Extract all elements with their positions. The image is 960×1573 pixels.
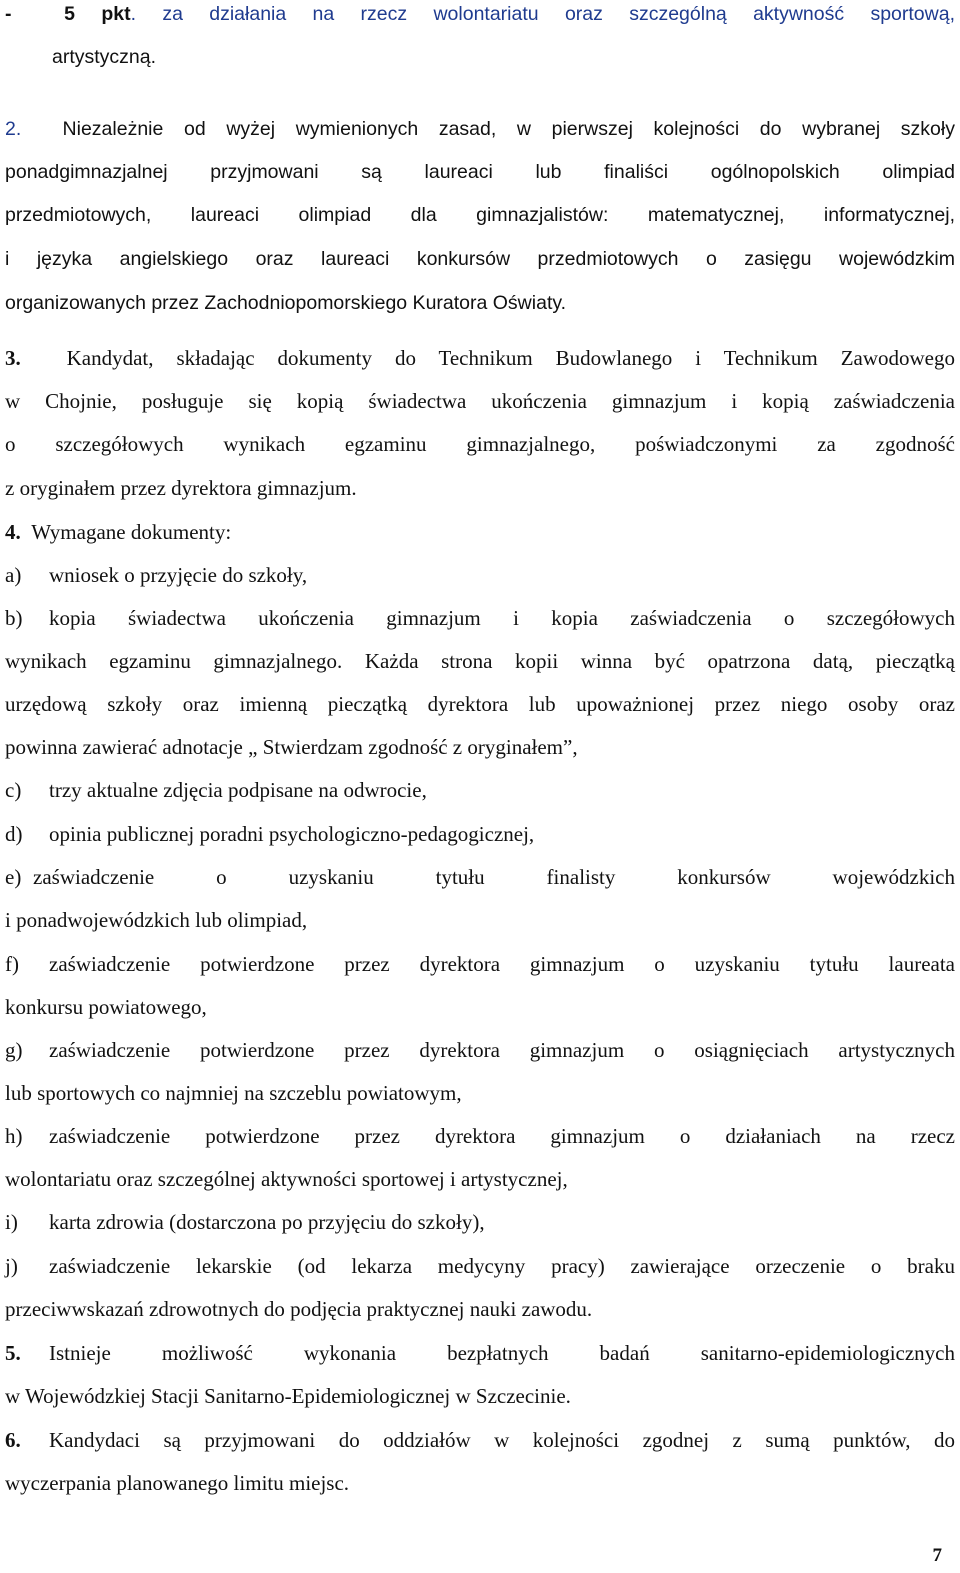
list-item-e-line-2: i ponadwojewódzkich lub olimpiad, [5, 908, 308, 932]
list-item-a-label: a) [5, 563, 22, 587]
list-item-g-line-1: g) zaświadczenie potwierdzone przez dyrektora gimnazjum o osiągnięciach artystycznych [5, 1038, 955, 1062]
list-item-b-line-3: urzędową szkoły oraz imienną pieczątką dyrektora lub upoważnionej przez niego osoby oraz [5, 692, 955, 716]
section-4-title: Wymagane dokumenty: [31, 520, 232, 544]
top-item-line-2: artystyczną. [52, 46, 157, 68]
list-item-d: d) opinia publicznej poradni psychologiczno-pedagogicznej, [5, 822, 535, 846]
list-item-b-line-1: b) kopia świadectwa ukończenia gimnazjum i kopia zaświadczenia o szczegółowych [5, 606, 955, 630]
list-item-j-line-1: j) zaświadczenie lekarskie (od lekarza medycyny pracy) zawierające orzeczenie o braku [5, 1254, 955, 1278]
list-item-d-label: d) [5, 822, 23, 846]
list-item-h-label: h) [5, 1124, 23, 1148]
list-item-e-line-1: e) zaświadczenie o uzyskaniu tytułu finalisty konkursów wojewódzkich [5, 865, 955, 889]
section-6-number: 6. [5, 1428, 21, 1452]
list-item-a: a) wniosek o przyjęcie do szkoły, [5, 563, 308, 587]
section-2-number: 2. [5, 118, 22, 140]
section-3-line-2: w Chojnie, posługuje się kopią świadectwa ukończenia gimnazjum i kopią zaświadczenia [5, 389, 955, 413]
section-3-number: 3. [5, 346, 21, 370]
section-2-line-2: ponadgimnazjalnej przyjmowani są laureaci lub finaliści ogólnopolskich olimpiad [5, 161, 955, 183]
list-item-j-line-2: przeciwwskazań zdrowotnych do podjęcia praktycznej nauki zawodu. [5, 1297, 593, 1321]
top-item-line-1 [5, 0, 955, 28]
list-item-h-line-2: wolontariatu oraz szczególnej aktywności sportowej i artystycznej, [5, 1167, 568, 1191]
section-3-line-4: z oryginałem przez dyrektora gimnazjum. [5, 476, 357, 500]
section-6-line-2: wyczerpania planowanego limitu miejsc. [5, 1471, 350, 1495]
list-item-i: i) karta zdrowia (dostarczona po przyjęciu do szkoły), [5, 1210, 485, 1234]
section-3-line-3: o szczegółowych wynikach egzaminu gimnazjalnego, poświadczonymi za zgodność [5, 432, 955, 456]
list-item-j-label: j) [5, 1254, 18, 1278]
section-4-heading [5, 518, 955, 546]
section-2-line-4: i języka angielskiego oraz laureaci konkursów przedmiotowych o zasięgu wojewódzkim [5, 248, 955, 270]
top-item-number: - 5 pkt [5, 3, 131, 25]
list-item-c: c) trzy aktualne zdjęcia podpisane na odwrocie, [5, 778, 427, 802]
section-5-number: 5. [5, 1341, 21, 1365]
top-item-text: . za działania na rzecz wolontariatu oraz szczególną aktywność sportową, [130, 3, 955, 25]
list-item-e-label: e) [5, 865, 22, 889]
list-item-b-label: b) [5, 606, 23, 630]
list-item-g-label: g) [5, 1038, 23, 1062]
list-item-i-label: i) [5, 1210, 18, 1234]
section-3-line-1: 3. Kandydat, składając dokumenty do Technikum Budowlanego i Technikum Zawodowego [5, 346, 955, 370]
section-2-line-1: 2. Niezależnie od wyżej wymienionych zasad, w pierwszej kolejności do wybranej szkoły [5, 118, 955, 140]
section-5-line-2: w Wojewódzkiej Stacji Sanitarno-Epidemiologicznej w Szczecinie. [5, 1384, 571, 1408]
list-item-f-label: f) [5, 952, 19, 976]
section-2-line-3: przedmiotowych, laureaci olimpiad dla gimnazjalistów: matematycznej, informatycznej, [5, 204, 955, 226]
section-5-line-1: 5. Istnieje możliwość wykonania bezpłatnych badań sanitarno-epidemiologicznych [5, 1341, 955, 1365]
list-item-g-line-2: lub sportowych co najmniej na szczeblu powiatowym, [5, 1081, 462, 1105]
section-6-line-1: 6. Kandydaci są przyjmowani do oddziałów w kolejności zgodnej z sumą punktów, do [5, 1428, 955, 1452]
section-4-number: 4. [5, 520, 21, 544]
section-2-line-5: organizowanych przez Zachodniopomorskiego Kuratora Oświaty. [5, 292, 567, 314]
page-number: 7 [932, 1545, 942, 1566]
list-item-h-line-1: h) zaświadczenie potwierdzone przez dyrektora gimnazjum o działaniach na rzecz [5, 1124, 955, 1148]
list-item-b-line-2: wynikach egzaminu gimnazjalnego. Każda strona kopii winna być opatrzona datą, pieczątką [5, 649, 955, 673]
list-item-f-line-1: f) zaświadczenie potwierdzone przez dyrektora gimnazjum o uzyskaniu tytułu laureata [5, 952, 955, 976]
list-item-b-line-4: powinna zawierać adnotacje „ Stwierdzam zgodność z oryginałem”, [5, 735, 578, 759]
list-item-c-label: c) [5, 778, 22, 802]
list-item-f-line-2: konkursu powiatowego, [5, 995, 207, 1019]
